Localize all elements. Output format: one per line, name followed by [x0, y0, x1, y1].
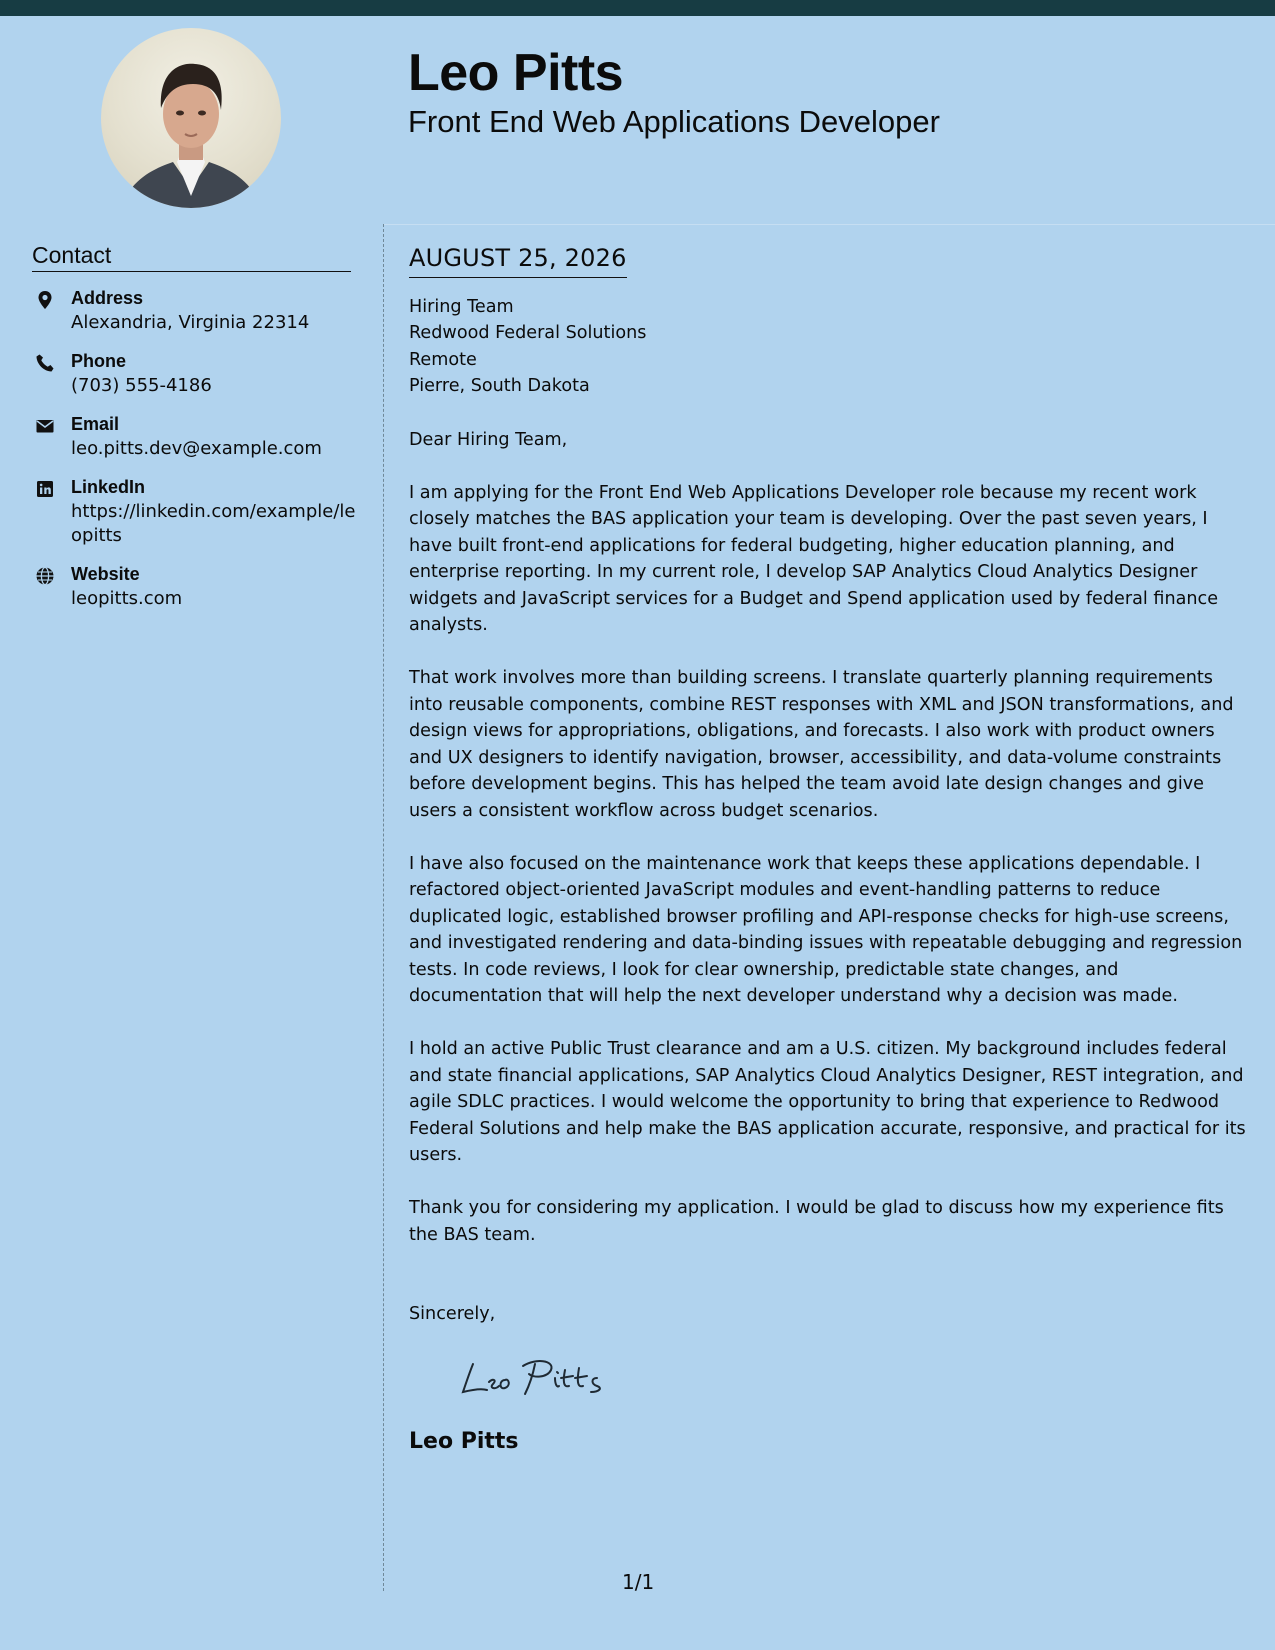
contact-label: LinkedIn — [71, 477, 146, 497]
contact-address — [32, 286, 362, 335]
header-divider — [384, 224, 1275, 225]
letter-paragraph: I hold an active Public Trust clearance and am a U.S. citizen. My background includes federal and state financial applications, SAP Analytics Cloud Analytics Designer, REST integration, and agile SDLC practices. I would welcome the opportunity to bring that experience to Redwood Federal Solutions and help make the BAS application accurate, responsive, and practical for its users. — [409, 1039, 1246, 1165]
contact-value: (703) 555-4186 — [71, 375, 212, 396]
avatar-illustration — [101, 28, 281, 208]
letter-date: AUGUST 25, 2026 — [409, 243, 627, 278]
contact-label: Website — [71, 564, 140, 584]
recipient-line: Hiring Team — [409, 297, 514, 317]
closing: Sincerely, — [409, 1304, 496, 1325]
contact-email — [32, 412, 362, 461]
contact-heading: Contact — [32, 240, 351, 272]
letter-paragraph: That work involves more than building screens. I translate quarterly planning requirements into reusable components, combine REST responses with XML and JSON transformations, and design views for appropriations, obligations, and forecasts. I also work with product owners and UX designers to identify navigation, browser, accessibility, and data-volume constraints before development begins. This has helped the team avoid late design changes and give users a consistent workflow across budget scenarios. — [409, 668, 1234, 821]
linkedin-icon — [35, 479, 55, 499]
phone-icon — [35, 353, 55, 373]
candidate-name: Leo Pitts — [408, 44, 624, 102]
contact-phone — [32, 349, 362, 398]
contact-value: https://linkedin.com/example/leopitts — [71, 501, 356, 546]
recipient-line: Pierre, South Dakota — [409, 376, 590, 397]
contact-value: leo.pitts.dev@example.com — [71, 438, 322, 459]
envelope-icon — [35, 416, 55, 436]
contact-value: leopitts.com — [71, 588, 183, 609]
contact-linkedin — [32, 475, 362, 548]
contact-label: Address — [71, 288, 144, 308]
recipient-block — [409, 294, 1251, 400]
handwritten-signature — [459, 1350, 629, 1402]
map-pin-icon — [35, 290, 55, 310]
page-number: 1/1 — [622, 1570, 655, 1594]
top-bar — [0, 0, 1275, 16]
contact-value: Alexandria, Virginia 22314 — [71, 312, 310, 333]
letter-body — [409, 243, 1251, 1456]
profile-photo — [101, 28, 281, 208]
letter-paragraph: Thank you for considering my application. I would be glad to discuss how my experience fits the BAS team. — [409, 1198, 1224, 1245]
candidate-title: Front End Web Applications Developer — [408, 104, 940, 139]
letter-paragraph: I am applying for the Front End Web Applications Developer role because my recent work closely matches the BAS application your team is developing. Over the past seven years, I have built front-end applications for federal budgeting, higher education planning, and enterprise reporting. In my current role, I develop SAP Analytics Cloud Analytics Designer widgets and JavaScript services for a Budget and Spend application used by federal finance analysts. — [409, 483, 1219, 636]
recipient-line: Remote — [409, 349, 477, 370]
letter-paragraph: I have also focused on the maintenance work that keeps these applications dependable. I refactored object-oriented JavaScript modules and event-handling patterns to reduce duplicated logic, established browser profiling and API-response checks for high-use screens, and investigated rendering and data-binding issues with repeatable debugging and regression tests. In code reviews, I look for clear ownership, predictable state changes, and documentation that will help the next developer understand why a decision was made. — [409, 853, 1243, 1006]
contact-label: Email — [71, 414, 120, 434]
signer-name: Leo Pitts — [409, 1429, 519, 1454]
contact-label: Phone — [71, 351, 127, 371]
contact-website — [32, 562, 362, 611]
column-divider — [383, 224, 384, 1591]
salutation: Dear Hiring Team, — [409, 429, 568, 450]
globe-icon — [35, 566, 55, 586]
recipient-line: Redwood Federal Solutions — [409, 323, 647, 344]
